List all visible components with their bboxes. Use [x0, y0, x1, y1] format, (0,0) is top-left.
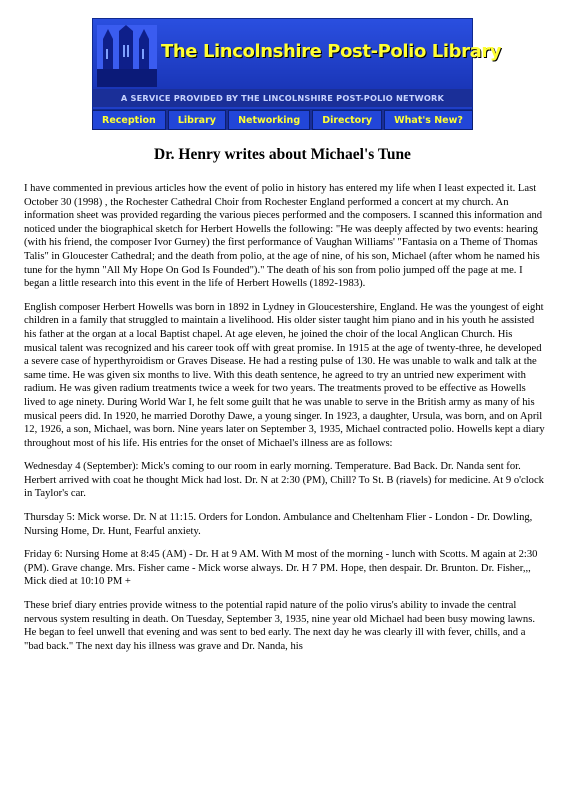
diary-entry: Wednesday 4 (September): Mick's coming to our room in early morning. Temperature. Bad Back. Dr. Nanda sent for. Herbert arrived with coat he thought Mick had lost. Dr. N at 2:30 (PM), Chill? To St. B (riavels) for medicine. At 9 o'clock in Taylor's car. [24, 461, 544, 500]
site-banner [92, 18, 502, 110]
nav-bar [92, 110, 473, 130]
article-body [24, 182, 546, 663]
nav-directory[interactable]: Directory [312, 110, 382, 130]
paragraph: English composer Herbert Howells was born in 1892 in Lydney in Gloucestershire, England. He was the youngest of eight children in a family that struggled to maintain a livelihood. His older sister taught him piano and in his youth he assisted his father at the organ at a local Baptist chapel. At age eleven, he joined the choir of the local Anglican Church. His musical talent was recognized and his career took off with great promise. In 1915 at the age of twenty-three, he developed a severe case of hyperthyroidism or Graves Disease. He had a resting pulse of 130. He was unable to walk and talk at the same time. He was given six months to live. With this death sentence, he agreed to try an untried new experiment with radium. He was given radium treatments twice a week for two years. The treatments proved to be effective as Howells lived to age ninety. During World War I, he felt some guilt that he was unable to serve in the British army as many of his musical peers did. In 1920, he married Dorothy Dawe, a young singer. In 1923, a daughter, Ursula, was born, and on April 12, 1926, a son, Michael, was born. Nine years later on September 3, 1935, Michael contracted polio. Howells kept a diary throughout most of his life. His entries for the onset of Michael's illness are as follows: [24, 301, 545, 449]
nav-reception[interactable]: Reception [92, 110, 166, 130]
diary-entry: Friday 6: Nursing Home at 8:45 (AM) - Dr. H at 9 AM. With M most of the morning - lunch with Scotts. M again at 2:30 (PM). Grave change. Mrs. Fisher came - Mick worse always. Dr. H 7 PM. Hope, then despair. Dr. Brunton. Dr. Fisher,,, Mick died at 10:10 PM + [24, 549, 538, 588]
nav-library[interactable]: Library [168, 110, 226, 130]
cathedral-logo-icon [97, 25, 157, 87]
paragraph: These brief diary entries provide witness to the potential rapid nature of the polio virus's ability to invade the central nervous system resulting in death. On Tuesday, September 3, 1935, nine year old Michael had been busy mowing lawns. He began to feel unwell that evening and was sent to bed early. The next day he was clearly ill with fever, chills, and a "bad back." The next day his illness was grave and Dr. Nanda, his [24, 600, 535, 652]
diary-entry: Thursday 5: Mick worse. Dr. N at 11:15. Orders for London. Ambulance and Cheltenham Flier - London - Dr. Dowling, Nursing Home, Dr. Hunt, Fearful anxiety. [24, 512, 533, 537]
site-title: The Lincolnshire Post-Polio Library [161, 41, 502, 62]
site-subtitle: A SERVICE PROVIDED BY THE LINCOLNSHIRE POST-POLIO NETWORK [93, 89, 472, 107]
banner-top [93, 19, 502, 89]
article-title: Dr. Henry writes about Michael's Tune [154, 146, 411, 163]
nav-networking[interactable]: Networking [228, 110, 310, 130]
nav-whats-new[interactable]: What's New? [384, 110, 473, 130]
paragraph: I have commented in previous articles how the event of polio in history has entered my life when I least expected it. Last October 30 (1998) , the Rochester Cathedral Choir from Rochester England performed a concert at my church. An information sheet was provided regarding the various pieces performed and the composers. I scanned this information and noticed under the biographical sketch for Herbert Howells the following: "He was deeply affected by two events: hearing (with his friend, the composer Ivor Gurney) the first performance of Vaughan Williams' "Fantasia on a Theme of Thomas Talis" in Gloucester Cathedral; and the death from polio, at the age of nine, of his son, Michael (after whom he named his tune for the hymn "All My Hope On God Is Founded")." The death of his son from polio jumped off the page at me. I began a little research into this event in the life of Herbert Howells (1892-1983). [24, 183, 543, 290]
